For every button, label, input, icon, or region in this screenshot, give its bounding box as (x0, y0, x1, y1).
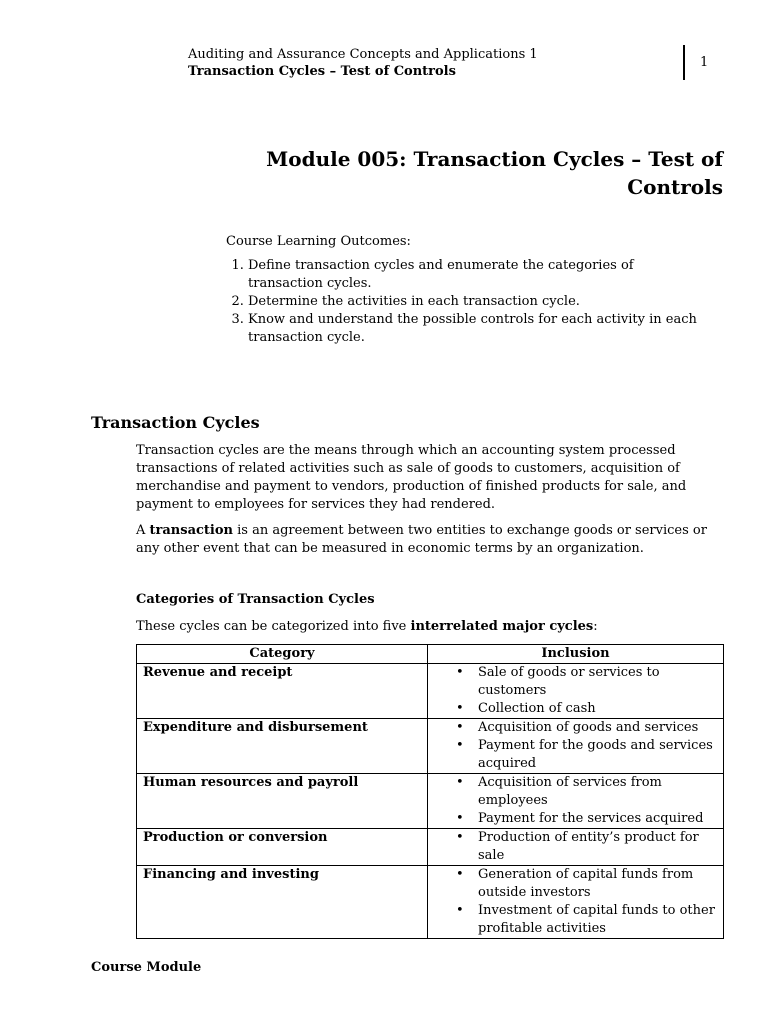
header-divider (683, 45, 685, 80)
header-subtitle: Transaction Cycles – Test of Controls (188, 64, 456, 79)
inclusion-item: • Generation of capital funds from outside investors (478, 866, 717, 902)
module-title (263, 145, 723, 201)
outcomes-intro: Course Learning Outcomes: (226, 234, 411, 249)
category-cell: Human resources and payroll (137, 774, 428, 829)
column-header-inclusion: Inclusion (428, 645, 724, 664)
inclusion-item: • Payment for the services acquired (478, 810, 717, 828)
section-heading: Transaction Cycles (91, 413, 260, 432)
inclusion-cell (428, 719, 724, 774)
outcome-item: 2. Determine the activities in each transaction cycle. (248, 293, 706, 311)
inclusion-item: • Acquisition of goods and services (478, 719, 717, 737)
inclusion-item: • Acquisition of services from employees (478, 774, 717, 810)
text-run: A (136, 523, 150, 538)
bold-term: transaction (149, 523, 233, 538)
category-cell: Production or conversion (137, 829, 428, 866)
table-row (137, 719, 724, 774)
page-header (188, 46, 538, 80)
inclusion-item: • Production of entity’s product for sale (478, 829, 717, 865)
outcome-item: 3. Know and understand the possible controls for each activity in each transaction cycle. (248, 311, 706, 347)
table-row (137, 664, 724, 719)
inclusion-cell (428, 829, 724, 866)
text-run: These cycles can be categorized into five (136, 619, 411, 634)
learning-outcomes (226, 233, 706, 347)
table-header-row (137, 645, 724, 664)
text-run: : (593, 619, 598, 634)
category-cell: Financing and investing (137, 866, 428, 939)
page-footer: Course Module (91, 960, 202, 975)
category-cell: Expenditure and disbursement (137, 719, 428, 774)
inclusion-item: • Investment of capital funds to other profitable activities (478, 902, 717, 938)
inclusion-cell (428, 774, 724, 829)
column-header-category: Category (137, 645, 428, 664)
definition-paragraph: Transaction cycles are the means through which an accounting system processed transactions of related activities such as sale of goods to customers, acquisition of merchandise and payment to vendors, production of finished products for sale, and payment to employees for services they had rendered. (136, 443, 687, 512)
module-title-line1: Module 005: Transaction Cycles – Test of (266, 147, 723, 171)
transaction-paragraph (136, 522, 726, 558)
inclusion-cell (428, 664, 724, 719)
category-cell: Revenue and receipt (137, 664, 428, 719)
inclusion-item: • Payment for the goods and services acquired (478, 737, 717, 773)
table-row (137, 774, 724, 829)
inclusion-item: • Collection of cash (478, 700, 717, 718)
inclusion-cell (428, 866, 724, 939)
table-row (137, 866, 724, 939)
subheading: Categories of Transaction Cycles (136, 592, 375, 607)
course-title: Auditing and Assurance Concepts and Applications 1 (188, 47, 538, 62)
outcome-item: 1. Define transaction cycles and enumerate the categories of transaction cycles. (248, 257, 706, 293)
cycles-table (136, 644, 724, 939)
text-run: is an agreement between two entities to exchange goods or services or any other event that can be measured in economic terms by an organization. (136, 523, 707, 556)
page-number: 1 (700, 55, 709, 70)
categories-intro (136, 618, 726, 636)
bold-term: interrelated major cycles (410, 619, 594, 634)
inclusion-item: • Sale of goods or services to customers (478, 664, 717, 700)
table-row (137, 829, 724, 866)
outcomes-list (226, 257, 706, 347)
module-title-line2: Controls (627, 175, 723, 199)
